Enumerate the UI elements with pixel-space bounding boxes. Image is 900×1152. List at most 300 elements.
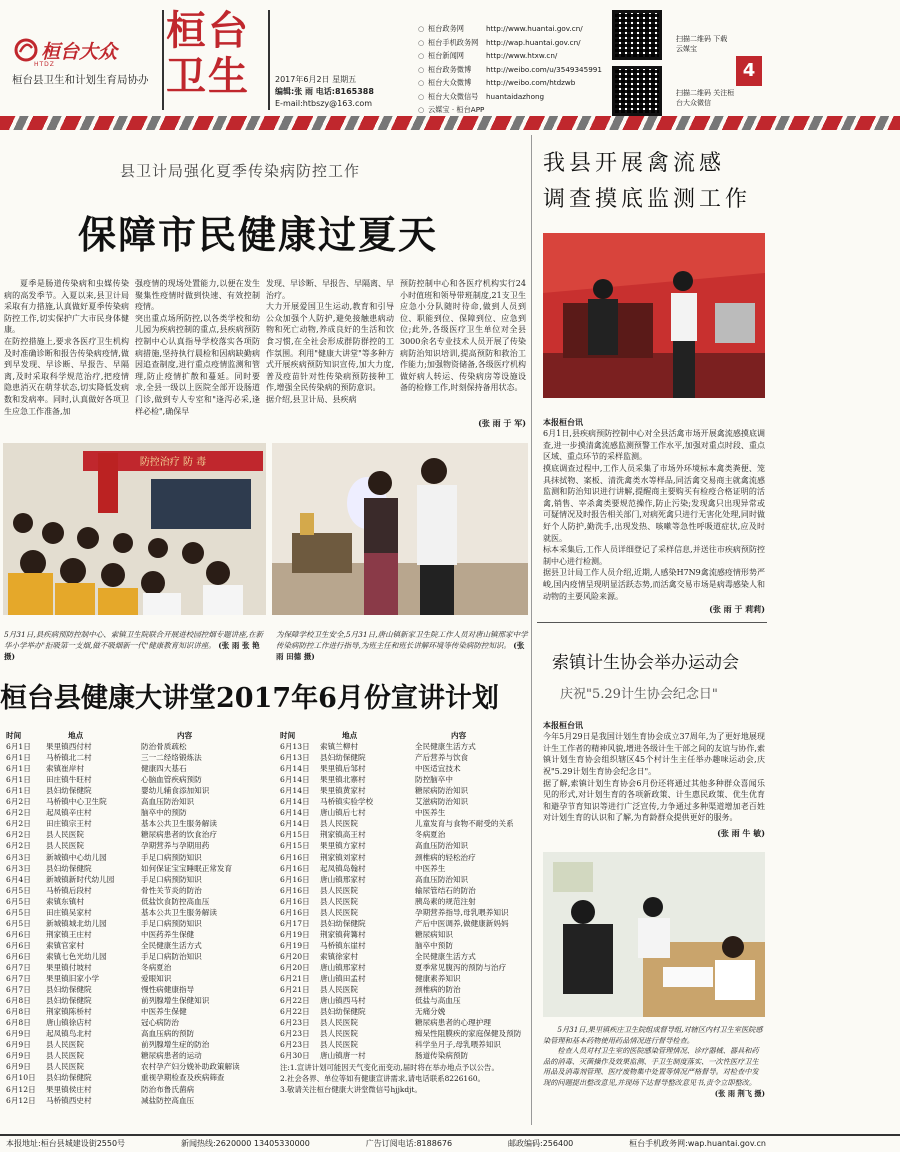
qr-label-wechat: 扫描二维码 关注桓台大众微信 — [676, 89, 735, 107]
schedule-topic: 输尿管结石的防治 — [415, 885, 476, 895]
schedule-row — [6, 995, 274, 1006]
lead-headline: 保障市民健康过夏天 — [78, 212, 439, 257]
schedule-date: 6月23日 — [280, 1040, 310, 1050]
schedule-right — [280, 730, 530, 1095]
schedule-title: 桓台县健康大讲堂2017年6月份宣讲计划 — [0, 683, 499, 714]
schedule-date: 6月2日 — [6, 808, 31, 818]
schedule-date: 6月7日 — [6, 985, 31, 995]
right-section-rule — [537, 622, 767, 623]
schedule-location: 马桥镇北二村 — [46, 753, 92, 763]
schedule-topic: 心脑血管疾病预防 — [141, 775, 202, 785]
schedule-topic: 糖尿病患者的运动 — [141, 1051, 202, 1061]
schedule-location: 索镇七色光幼儿园 — [46, 951, 107, 961]
schedule-topic: 减盐防控高血压 — [141, 1095, 195, 1105]
co-sponsor: 桓台县卫生和计划生育局协办 — [12, 74, 149, 86]
schedule-topic: 糖尿病患者的饮食治疗 — [141, 830, 217, 840]
school-guidance-photo — [272, 443, 528, 615]
schedule-row — [6, 785, 274, 796]
sports-text: 今年5月29日是我国计划生育协会成立37周年,为了更好地展现计生工作者的精神风貌,增进各级计生干部之间的友谊与协作,索镇计划生育协会组织辖区45个村计生主任举办趣味运动会,庆祝"5.29计划生育协会纪念日"。 据了解,索镇计划生育协会6月份还将通过其他多种群众喜闻乐见的形式,对计划生育的各项新政策、计生惠民政策、优生优育和避孕节育知识等进行广泛宣传,力争通过多种渠道增加老百姓对计划生育的认识和了解,为育龄群众提供更好的服务。 — [543, 732, 765, 823]
bird-flu-byline: (张 雨 于 莉莉) — [709, 604, 765, 614]
schedule-location: 果里镇黄家村 — [320, 786, 366, 796]
schedule-row — [6, 1006, 274, 1017]
schedule-location: 县人民医院 — [46, 1051, 84, 1061]
bullet-icon: ○ — [418, 37, 425, 47]
schedule-location: 县人民医院 — [320, 907, 358, 917]
school-guidance-photo-image — [272, 443, 528, 615]
schedule-location: 荆家镇高王村 — [320, 830, 366, 840]
schedule-row — [6, 796, 274, 807]
schedule-row — [280, 995, 530, 1006]
masthead — [0, 0, 900, 125]
media-link[interactable]: ○ 桓台大众微信号 huantaidazhong — [418, 90, 608, 104]
footer-web[interactable]: 桓台手机政务网:wap.huantai.gov.cn — [629, 1139, 766, 1148]
schedule-row — [6, 984, 274, 995]
schedule-location: 果里镇方家村 — [320, 841, 366, 851]
schedule-date: 6月8日 — [6, 1007, 31, 1017]
schedule-date: 6月14日 — [280, 786, 310, 796]
schedule-location: 县妇幼保健院 — [320, 918, 366, 928]
media-links — [418, 22, 608, 117]
masthead-rule — [0, 116, 900, 130]
schedule-topic: 防治布鲁氏菌病 — [141, 1084, 195, 1094]
bird-flu-headline-1: 我县开展禽流感 — [543, 151, 726, 176]
schedule-location: 起凤镇辛庄村 — [46, 808, 92, 818]
schedule-topic: 防治骨质疏松 — [141, 742, 187, 752]
schedule-location: 果里镇北寨村 — [320, 775, 366, 785]
schedule-row — [6, 774, 274, 785]
schedule-topic: 中医养生 — [415, 863, 446, 873]
schedule-date: 6月5日 — [6, 885, 31, 895]
schedule-topic: 手足口病预防知识 — [141, 918, 202, 928]
schedule-location: 果里镇侯庄村 — [46, 1084, 92, 1094]
media-link[interactable]: ○ 云媒宝 · 桓台APP — [418, 103, 608, 117]
schedule-location: 荆家镇刘家村 — [320, 852, 366, 862]
qr-code-app[interactable] — [612, 10, 662, 60]
schedule-location: 县人民医院 — [320, 985, 358, 995]
schedule-location: 县妇幼保健院 — [320, 753, 366, 763]
schedule-topic: 手足口病预防知识 — [141, 852, 202, 862]
poultry-market-photo — [543, 233, 765, 398]
schedule-topic: 科学坐月子,母乳喂养知识 — [415, 1040, 501, 1050]
schedule-left-rows — [6, 741, 274, 1106]
schedule-date: 6月6日 — [6, 940, 31, 950]
paper-logo-icon — [14, 38, 38, 62]
schedule-date: 6月7日 — [6, 974, 31, 984]
schedule-location: 新城镇城北幼儿园 — [46, 918, 107, 928]
section-title — [166, 8, 266, 100]
schedule-topic: 高血压防治知识 — [415, 874, 469, 884]
schedule-row — [280, 796, 530, 807]
schedule-date: 6月13日 — [280, 742, 310, 752]
masthead-divider — [162, 10, 164, 110]
schedule-row — [280, 741, 530, 752]
schedule-row — [6, 874, 274, 885]
schedule-date: 6月8日 — [6, 996, 31, 1006]
column-divider — [531, 135, 532, 1125]
schedule-row — [6, 929, 274, 940]
schedule-row — [280, 752, 530, 763]
schedule-row — [280, 852, 530, 863]
schedule-topic: 脑卒中的预防 — [141, 808, 187, 818]
bullet-icon: ○ — [418, 105, 425, 114]
schedule-notes — [280, 1063, 530, 1095]
schedule-location: 果里镇旧家小学 — [46, 974, 100, 984]
footer — [6, 1138, 766, 1149]
bird-flu-text: 6月1日,县疾病预防控制中心对全县活禽市场开展禽流感摸底调查,进一步摸清禽流感监测预警工作水平,加强对重点时段、重点区域、重点环节的采样监测。 摸底调查过程中,工作人员采集了市场外环境标本禽类粪便、笼具抹拭物、案板、清洗禽类水等样品,同活禽交易商主就禽流感监测和防治知识进行讲解,提醒商主要购买有检疫合格证明的活禽,销售、宰杀禽类要规范操作,防止污染;发现禽只出现异常或可疑情况及时报告相关部门,对病死禽只进行无害化处理,同时做好个人防护,勤洗手,出现发热、咳嗽等急性呼吸道症状,应及时就医。 标本采集后,工作人员详细登记了采样信息,并送往市疾病预防控制中心进行检测。 据县卫计局工作人员介绍,近期,人感染H7N9禽流感疫情形势严峻,国内疫情呈现明显活跃态势,而活禽交易市场是病毒感染人和动物的主要风险来源。 — [543, 429, 765, 601]
schedule-topic: 全民健康生活方式 — [415, 951, 476, 961]
bullet-icon: ○ — [418, 64, 425, 74]
inspection-photo — [543, 852, 765, 1017]
schedule-date: 6月6日 — [6, 929, 31, 939]
schedule-location: 唐山镇田孟村 — [320, 974, 366, 984]
schedule-date: 6月8日 — [6, 1018, 31, 1028]
media-link[interactable]: ○ 桓台手机政务网 http://wap.huantai.gov.cn/ — [418, 36, 608, 50]
schedule-location: 唐山镇徐店村 — [46, 1018, 92, 1028]
schedule-row — [280, 863, 530, 874]
schedule-date: 6月16日 — [280, 852, 310, 862]
schedule-date: 6月14日 — [280, 775, 310, 785]
schedule-row — [280, 951, 530, 962]
paper-logo — [14, 36, 164, 64]
qr-label-app: 扫描二维码 下载云媒宝 — [676, 35, 728, 53]
schedule-location: 唐山镇唐一村 — [320, 1051, 366, 1061]
schedule-date: 6月2日 — [6, 841, 31, 851]
sports-headline: 索镇计生协会举办运动会 — [552, 653, 739, 673]
footer-ad-hotline: 广告订阅电话:8188676 — [365, 1139, 453, 1148]
schedule-header: 时间 地点 内容 — [6, 731, 193, 740]
bullet-icon: ○ — [418, 51, 425, 60]
media-link[interactable]: ○ 桓台政务网 http://www.huantai.gov.cn/ — [418, 22, 608, 36]
school-caption — [276, 629, 528, 662]
issue-date: 2017年6月2日 星期五 — [275, 75, 357, 84]
schedule-date: 6月1日 — [6, 742, 31, 752]
schedule-topic: 艾滋病防治知识 — [415, 797, 469, 807]
schedule-topic: 爱眼知识 — [141, 974, 172, 984]
schedule-date: 6月1日 — [6, 786, 31, 796]
schedule-location: 县人民医院 — [320, 1040, 358, 1050]
footer-address: 本报地址:桓台县城建设街2550号 — [6, 1139, 126, 1148]
schedule-date: 6月9日 — [6, 1029, 31, 1039]
schedule-date: 6月1日 — [6, 775, 31, 785]
schedule-date: 6月9日 — [6, 1051, 31, 1061]
schedule-row — [6, 829, 274, 840]
schedule-row — [280, 818, 530, 829]
schedule-date: 6月19日 — [280, 929, 310, 939]
schedule-row — [6, 1028, 274, 1039]
schedule-row — [280, 940, 530, 951]
media-link[interactable]: ○ 桓台新闻网 http://www.htxw.cn/ — [418, 49, 608, 63]
bird-flu-headline — [543, 146, 873, 218]
schedule-location: 荆家镇王庄村 — [46, 929, 92, 939]
schedule-date: 6月10日 — [6, 1073, 36, 1083]
qr-code-wechat[interactable] — [612, 66, 662, 116]
schedule-location: 索镇兰柳村 — [320, 742, 358, 752]
schedule-date: 6月14日 — [280, 819, 310, 829]
schedule-topic: 慢性病健康指导 — [141, 985, 195, 995]
lead-col-1-text: 夏季是肠道传染病和虫媒传染病的高发季节。入夏以来,县卫计局采取有力措施,认真做好夏季传染病防控工作,切实保护广大市民身体健康。 在防控措施上,要求各医疗卫生机构及时准确诊断和报告传染病疫情,做到早发现、早诊断、早报告、早隔离,及时采取科学规范治疗,把疫情隐患消灭在萌芽状态,切实降低发病数和发病率。同时,认真做好各项卫生应急工作准备,加 — [4, 279, 129, 416]
schedule-topic: 前列腺增生保健知识 — [141, 996, 210, 1006]
schedule-location: 县人民医院 — [46, 830, 84, 840]
schedule-location: 唐山镇后七村 — [320, 808, 366, 818]
schedule-topic: 基本公共卫生服务解读 — [141, 907, 217, 917]
schedule-date: 6月14日 — [280, 808, 310, 818]
schedule-date: 6月15日 — [280, 841, 310, 851]
schedule-row — [280, 763, 530, 774]
schedule-date: 6月23日 — [280, 1029, 310, 1039]
schedule-date: 6月17日 — [280, 918, 310, 928]
schedule-topic: 健康四大基石 — [141, 764, 187, 774]
schedule-date: 6月21日 — [280, 985, 310, 995]
schedule-row — [280, 918, 530, 929]
schedule-location: 荆家镇陈桥村 — [46, 1007, 92, 1017]
schedule-row — [280, 1006, 530, 1017]
schedule-location: 马桥镇中心卫生院 — [46, 797, 107, 807]
schedule-row — [6, 807, 274, 818]
schedule-topic: 中医养生 — [415, 808, 446, 818]
lead-byline: (张 雨 于 军) — [478, 418, 526, 428]
schedule-row — [6, 907, 274, 918]
schedule-row — [280, 1028, 530, 1039]
lead-col-2-text: 强疫情的现场处置能力,以便在发生聚集性疫情时做到快速、有效控制疫情。 突出重点场所防控,以各类学校和幼儿园为疾病控制的重点,县疾病预防控制中心认真指导学校落实各项防病措施,坚持执行晨检和因病缺勤病因追查制度,进行重点疫情监测和管理,防止疫情扩散和蔓延。同时要求,全县一级以上医院全部开设肠道门诊,做到专人专室和"逢泻必采,逢样必检",确保早 — [135, 279, 260, 416]
schedule-row — [280, 1017, 530, 1028]
schedule-row — [6, 951, 274, 962]
schedule-location: 索镇徐家村 — [320, 951, 358, 961]
schedule-topic: 基本公共卫生服务解读 — [141, 819, 217, 829]
schedule-row — [280, 929, 530, 940]
schedule-location: 唐山镇邢家村 — [320, 874, 366, 884]
schedule-topic: 糖尿病知识 — [415, 929, 453, 939]
schedule-location: 县妇幼保健院 — [46, 996, 92, 1006]
schedule-location: 县人民医院 — [320, 896, 358, 906]
classroom-caption — [4, 629, 266, 662]
page-number: 4 — [736, 56, 762, 86]
school-caption-text: 为保障学校卫生安全,5月31日,唐山镇新家卫生院工作人员对唐山镇邢家中学传染病防控工作进行指导,为班主任和班长讲解环境等传染病防控知识。 — [276, 630, 528, 650]
inspection-caption-text-2: 检查人员对村卫生室的医院感染管理情况、诊疗器械、器具和药品的消毒、灭菌操作及效果监测、手卫生制度落实、一次性医疗卫生用品及消毒剂管理、医疗废物集中处置等情况严格督导。对检查中发现的问题提出整改意见,并现场下达督导整改意见书,责令立即整改。 — [543, 1046, 759, 1087]
schedule-location: 马桥镇西史村 — [46, 1095, 92, 1105]
masthead-divider-2 — [268, 10, 270, 110]
schedule-row — [6, 840, 274, 851]
schedule-note: 注:1.宣讲计划可能因天气变化而变动,届时将在举办地点予以公告。 — [280, 1063, 499, 1073]
banner-text: 防控治疗 防 毒 — [139, 457, 207, 468]
inspection-photo-image — [543, 852, 765, 1017]
schedule-date: 6月6日 — [6, 951, 31, 961]
schedule-row — [280, 774, 530, 785]
schedule-topic: 全民健康生活方式 — [141, 940, 202, 950]
sports-byline: (张 雨 牛 敏) — [717, 828, 765, 838]
lead-col-2 — [135, 278, 260, 428]
schedule-row — [6, 918, 274, 929]
schedule-date: 6月16日 — [280, 896, 310, 906]
schedule-topic: 低盐饮食防控高血压 — [141, 896, 210, 906]
schedule-topic: 婴幼儿辅食添加知识 — [141, 786, 210, 796]
schedule-location: 田庄镇宗王村 — [46, 819, 92, 829]
schedule-topic: 三一二经络锻炼法 — [141, 753, 202, 763]
inspection-credit: (张 雨 荆飞 摄) — [714, 1088, 765, 1098]
schedule-date: 6月1日 — [6, 764, 31, 774]
schedule-topic: 高血压防治知识 — [415, 841, 469, 851]
schedule-location: 索镇崔岸村 — [46, 764, 84, 774]
schedule-location: 索镇官家村 — [46, 940, 84, 950]
schedule-right-rows — [280, 741, 530, 1061]
schedule-topic: 糖尿病防治知识 — [415, 786, 469, 796]
schedule-row — [280, 984, 530, 995]
schedule-location: 荆家镇荷篝村 — [320, 929, 366, 939]
schedule-row — [6, 1061, 274, 1072]
schedule-date: 6月2日 — [6, 797, 31, 807]
schedule-row — [280, 1050, 530, 1061]
schedule-row — [6, 763, 274, 774]
schedule-location: 县人民医院 — [46, 1040, 84, 1050]
media-link[interactable]: ○ 桓台政务微博 http://weibo.com/u/3549345991 — [418, 63, 608, 77]
section-title-line-2: 卫生 — [166, 54, 250, 100]
media-link[interactable]: ○ 桓台大众微博 http://weibo.com/htdzwb — [418, 76, 608, 90]
schedule-topic: 如何保证宝宝睡眠正常发育 — [141, 863, 233, 873]
schedule-date: 6月12日 — [6, 1095, 36, 1105]
schedule-date: 6月20日 — [280, 951, 310, 961]
schedule-location: 果里镇付坡村 — [46, 962, 92, 972]
schedule-date: 6月19日 — [280, 940, 310, 950]
schedule-row — [280, 840, 530, 851]
schedule-topic: 冬病夏治 — [141, 962, 172, 972]
bird-flu-body — [543, 405, 765, 605]
schedule-topic: 中医养生保健 — [141, 1007, 187, 1017]
schedule-location: 果里镇后邹村 — [320, 764, 366, 774]
schedule-topic: 夏季常见腹泻的预防与治疗 — [415, 962, 507, 972]
schedule-date: 6月5日 — [6, 918, 31, 928]
schedule-topic: 产后中医调养,做健康新妈妈 — [415, 918, 509, 928]
schedule-topic: 脑卒中预防 — [415, 940, 453, 950]
schedule-date: 6月15日 — [280, 830, 310, 840]
schedule-location: 县人民医院 — [320, 1029, 358, 1039]
schedule-date: 6月30日 — [280, 1051, 310, 1061]
schedule-date: 6月3日 — [6, 852, 31, 862]
schedule-topic: 骨性关节炎的防治 — [141, 885, 202, 895]
schedule-date: 6月16日 — [280, 907, 310, 917]
schedule-row — [6, 940, 274, 951]
schedule-topic: 冬病夏治 — [415, 830, 446, 840]
editor-line: 编辑:张 雨 电话:8165388 — [275, 87, 374, 96]
schedule-row — [280, 973, 530, 984]
schedule-location: 田庄镇吴家村 — [46, 907, 92, 917]
issue-info — [275, 74, 374, 110]
schedule-date: 6月13日 — [280, 753, 310, 763]
schedule-topic: 前列腺增生症的防治 — [141, 1040, 210, 1050]
schedule-location: 县人民医院 — [320, 819, 358, 829]
schedule-date: 6月1日 — [6, 753, 31, 763]
schedule-row — [6, 973, 274, 984]
lead-col-3 — [266, 278, 394, 428]
schedule-row — [6, 896, 274, 907]
schedule-row — [6, 1084, 274, 1095]
footer-postcode: 邮政编码:256400 — [508, 1139, 574, 1148]
schedule-topic: 全民健康生活方式 — [415, 742, 476, 752]
schedule-location: 县妇幼保健院 — [46, 1073, 92, 1083]
schedule-topic: 孕期营养指导,母乳喂养知识 — [415, 907, 509, 917]
schedule-topic: 糖尿病患者的心理护理 — [415, 1018, 491, 1028]
schedule-location: 新城镇中心幼儿园 — [46, 852, 107, 862]
schedule-topic: 手足口病防治知识 — [141, 951, 202, 961]
schedule-location: 起凤镇岛翰村 — [320, 863, 366, 873]
schedule-topic: 低盐与高血压 — [415, 996, 461, 1006]
schedule-row — [280, 874, 530, 885]
classroom-photo — [3, 443, 266, 615]
lead-col-3-text: 发现、早诊断、早报告、早隔离、早治疗。 大力开展爱国卫生运动,教育和引导公众加强个人防护,避免接触患病动物和死亡动物,养成良好的生活和饮食习惯,在全社会形成群防群控的工作氛围。利用"健康大讲堂"等多种方式开展疾病预防知识宣传,加大力度,普及疫苗针对性传染病预防接种工作,增强全民传染病的预防意识。 据介绍,县卫计局、县疾病 — [266, 279, 394, 404]
schedule-topic: 冠心病防治 — [141, 1018, 179, 1028]
schedule-topic: 儿童发育与食物不耐受的关系 — [415, 819, 514, 829]
schedule-date: 6月5日 — [6, 896, 31, 906]
schedule-topic: 痴呆性阻膜疾的家庭保健及预防 — [415, 1029, 522, 1039]
schedule-note: 2.社会各界、单位等如有健康宣讲需求,请电话联系8226160。 — [280, 1074, 485, 1083]
schedule-date: 6月7日 — [6, 962, 31, 972]
schedule-location: 县妇幼保健院 — [320, 1007, 366, 1017]
schedule-location: 县妇幼保健院 — [46, 985, 92, 995]
schedule-topic: 中医药养生保健 — [141, 929, 195, 939]
schedule-row — [280, 962, 530, 973]
inspection-caption-text: 5月31日,果里镇疾庄卫生院组成督导组,对辖区内村卫生室医院感染管理和基本药物使用药品情况进行督导检查。 — [543, 1025, 763, 1045]
schedule-row — [280, 1039, 530, 1050]
schedule-location: 马桥镇后段村 — [46, 885, 92, 895]
bullet-icon: ○ — [418, 78, 425, 87]
schedule-date: 6月2日 — [6, 830, 31, 840]
schedule-location: 唐山镇西马村 — [320, 996, 366, 1006]
schedule-date: 6月14日 — [280, 797, 310, 807]
schedule-row — [280, 829, 530, 840]
schedule-location: 县妇幼保健院 — [46, 863, 92, 873]
schedule-location: 田庄镇牛旺村 — [46, 775, 92, 785]
footer-rule — [0, 1134, 900, 1136]
schedule-row — [6, 885, 274, 896]
schedule-topic: 胰岛素的规范注射 — [415, 896, 476, 906]
schedule-date: 6月14日 — [280, 764, 310, 774]
schedule-topic: 高血压防治知识 — [141, 797, 195, 807]
sports-body — [543, 708, 765, 828]
schedule-row — [6, 852, 274, 863]
schedule-row — [6, 1050, 274, 1061]
lead-col-4-text: 预防控制中心和各医疗机构实行24小时值班和领导带班制度,21支卫生应急小分队随时待命,做到人员到位、职能到位、保障到位、应急到位;此外,各级医疗卫生单位对全县3000余名专业技术人员开展了传染病防治知识培训,提高预防和救治工作能力;加强物资储备,各级医疗机构做好病人转运、传染病房等设施设备的检修工作,时刻保持备用状态。 — [400, 279, 526, 393]
lead-kicker: 县卫计局强化夏季传染病防控工作 — [120, 162, 361, 180]
schedule-topic: 手足口病预防知识 — [141, 874, 202, 884]
schedule-row — [6, 741, 274, 752]
inspection-caption — [543, 1025, 765, 1099]
footer-news-hotline: 新闻热线:2620000 13405330000 — [180, 1139, 310, 1148]
schedule-location: 马桥镇实验学校 — [320, 797, 374, 807]
schedule-row — [6, 752, 274, 763]
schedule-location: 县妇幼保健院 — [46, 786, 92, 796]
schedule-topic: 颈椎病的防治 — [415, 985, 461, 995]
schedule-row — [6, 818, 274, 829]
schedule-location: 果里镇西付村 — [46, 742, 92, 752]
schedule-topic: 中医适宜技术 — [415, 764, 461, 774]
classroom-photo-image — [3, 443, 266, 615]
schedule-row — [280, 807, 530, 818]
schedule-location: 县人民医院 — [46, 1062, 84, 1072]
schedule-date: 6月12日 — [6, 1084, 36, 1094]
schedule-row — [6, 1095, 274, 1106]
classroom-caption-text: 5月31日,县疾病预防控制中心、索镇卫生院联合开展进校园控烟专题讲座,在新华小学举办"拒吸第一支烟,做不吸烟新一代"健康教育知识讲座。 — [4, 630, 264, 650]
classroom-credit: (张 雨 张 艳 摄) — [4, 641, 260, 661]
schedule-location: 新城镇新时代幼儿园 — [46, 874, 115, 884]
schedule-topic: 高血压病的预防 — [141, 1029, 195, 1039]
schedule-date: 6月22日 — [280, 1007, 310, 1017]
schedule-date: 6月23日 — [280, 1018, 310, 1028]
schedule-note: 3.敬请关注桓台健康大讲堂微信号hjjkdjt。 — [280, 1084, 422, 1094]
schedule-topic: 产后营养与饮食 — [415, 753, 469, 763]
lead-col-4 — [400, 278, 526, 418]
school-credit: (张 雨 田德 摄) — [276, 641, 525, 661]
email-line: E-mail:htbszy@163.com — [275, 99, 373, 108]
schedule-row — [280, 907, 530, 918]
section-title-line-1: 桓台 — [166, 8, 250, 54]
